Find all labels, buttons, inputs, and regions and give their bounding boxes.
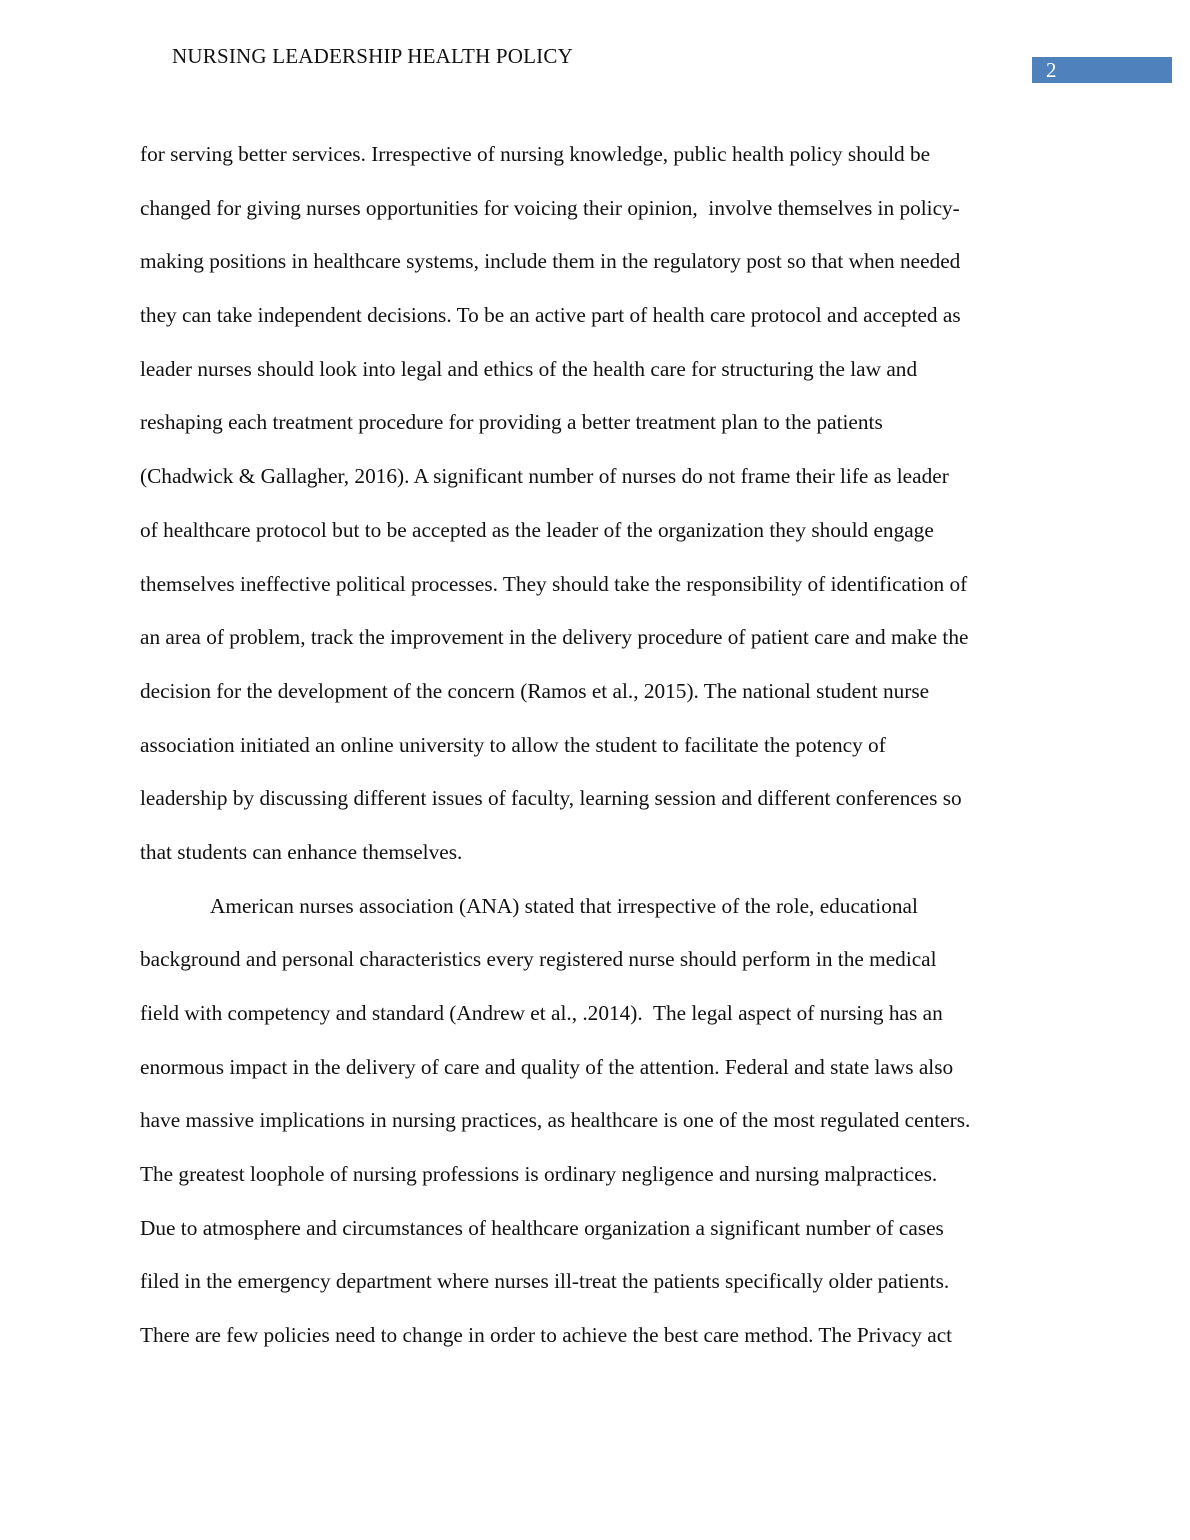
text-line: Due to atmosphere and circumstances of healthcare organization a significant number of cases (140, 1215, 944, 1240)
text-line: have massive implications in nursing practices, as healthcare is one of the most regulated centers. (140, 1108, 971, 1133)
text-line: an area of problem, track the improvement in the delivery procedure of patient care and make the (140, 625, 969, 650)
paragraph (140, 891, 1060, 1374)
text-line: changed for giving nurses opportunities for voicing their opinion, involve themselves in policy- (140, 195, 960, 220)
paragraph (140, 139, 1060, 891)
text-line: association initiated an online university to allow the student to facilitate the potency of (140, 732, 886, 757)
text-line: (Chadwick & Gallagher, 2016). A significant number of nurses do not frame their life as leader (140, 464, 949, 489)
text-line: that students can enhance themselves. (140, 839, 463, 864)
text-line: background and personal characteristics every registered nurse should perform in the medical (140, 947, 937, 972)
text-line: they can take independent decisions. To be an active part of health care protocol and accepted as (140, 303, 961, 328)
text-line: reshaping each treatment procedure for providing a better treatment plan to the patients (140, 410, 883, 435)
page-number: 2 (1032, 57, 1172, 83)
running-header: NURSING LEADERSHIP HEALTH POLICY (172, 44, 573, 68)
text-line: decision for the development of the concern (Ramos et al., 2015). The national student nurse (140, 678, 930, 703)
text-line: The greatest loophole of nursing professions is ordinary negligence and nursing malpractices. (140, 1162, 938, 1187)
text-line: leader nurses should look into legal and ethics of the health care for structuring the law and (140, 356, 918, 381)
text-line: making positions in healthcare systems, include them in the regulatory post so that when needed (140, 249, 961, 274)
text-line: There are few policies need to change in order to achieve the best care method. The Privacy act (140, 1323, 953, 1348)
text-line: enormous impact in the delivery of care and quality of the attention. Federal and state laws also (140, 1054, 954, 1079)
text-line: for serving better services. Irrespective of nursing knowledge, public health policy should be (140, 142, 931, 166)
text-line: filed in the emergency department where nurses ill-treat the patients specifically older patients. (140, 1269, 950, 1294)
document-body (140, 139, 1060, 1374)
text-line: field with competency and standard (Andrew et al., .2014). The legal aspect of nursing has an (140, 1001, 943, 1025)
text-line: leadership by discussing different issues of faculty, learning session and different conferences so (140, 786, 962, 811)
text-line: themselves ineffective political processes. They should take the responsibility of identification of (140, 571, 968, 596)
text-line: American nurses association (ANA) stated that irrespective of the role, educational (210, 893, 918, 918)
text-line: of healthcare protocol but to be accepted as the leader of the organization they should engage (140, 517, 934, 542)
